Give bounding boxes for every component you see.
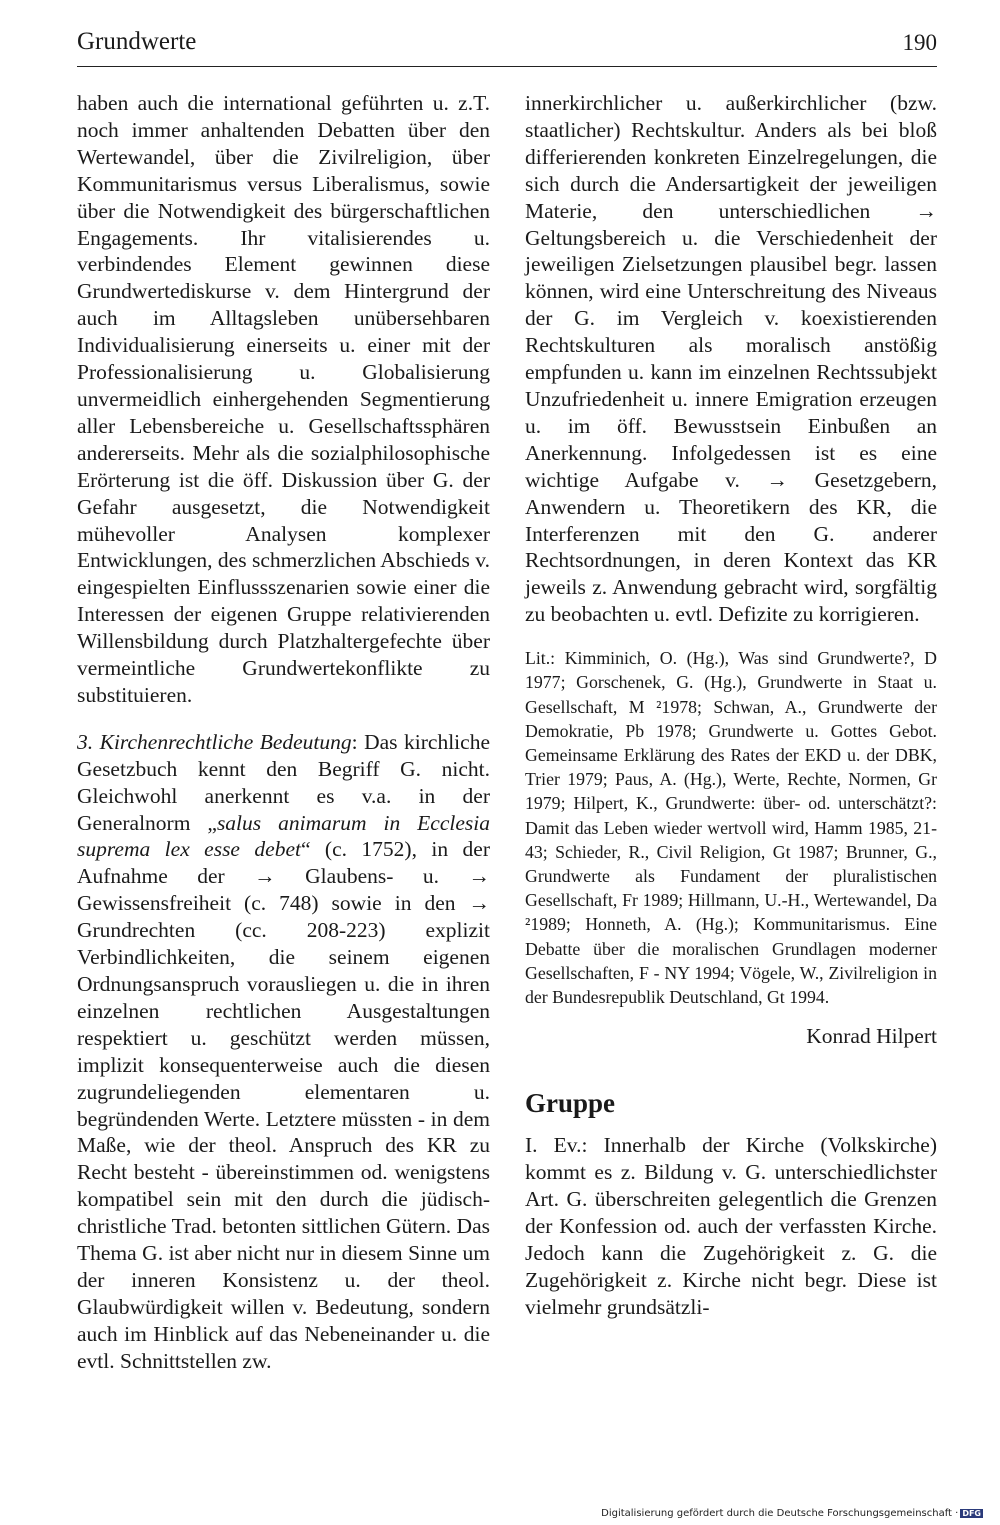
paragraph: haben auch die international geführten u. z.T. noch immer anhaltenden Debatten über den Wertewandel, über die Zivilreligion, über Kommunitarismus versus Liberalismus, sowie über die Notwendigkeit des bürgerschaftlichen Engagements. Ihr vitalisierendes u. verbindendes Element gewinnen diese Grundwertediskurse v. dem Hintergrund der auch im Alltagsleben unübersehbaren Individualisierung einerseits u. einer mit der Professionalisierung u. Globalisierung unvermeidlich einhergehenden Segmentierung aller Lebensbereiche u. Gesellschaftssphären andererseits. Mehr als die sozialphilosophische Erörterung ist die öff. Diskussion über G. der Gefahr ausgesetzt, die Notwendigkeit mühevoller Analysen komplexer Entwicklungen, des schmerzlichen Abschieds v. eingespielten Einflussszenarien sowie einer die Interessen der eigenen Gruppe relativierenden Willensbildung durch Platzhaltergefechte über vermeintliche Grundwertekonflikte zu substituieren. [77, 91, 490, 707]
page-header [77, 28, 937, 67]
section-heading: 3. Kirchenrechtliche Bedeutung [77, 729, 352, 754]
page-number: 190 [902, 30, 937, 55]
running-head: Grundwerte [77, 28, 197, 55]
digitization-footer [601, 1508, 983, 1519]
literature-list: Lit.: Kimminich, O. (Hg.), Was sind Grundwerte?, D 1977; Gorschenek, G. (Hg.), Grundwerte in Staat u. Gesellschaft, M ²1978; Schwan, A., Grundwerte der Demokratie, Pb 1978; Grundwerte u. Gottes Gebot. Gemeinsame Erklärung des Rates der EKD u. der DBK, Trier 1979; Paus, A. (Hg.), Werte, Rechte, Normen, Gr 1979; Hilpert, K., Grundwerte: über- od. unterschätzt?: Damit das Leben wieder wertvoll wird, Hamm 1985, 21-43; Schieder, R., Civil Religion, Gt 1987; Brunner, G., Grundwerte als Fundament der pluralistischen Gesellschaft, Fr 1989; Hillmann, U.-H., Wertewandel, Da ²1989; Honneth, A. (Hg.); Kommunitarismus. Eine Debatte über die moralischen Grundlagen moderner Gesellschaften, F - NY 1994; Vögele, W., Zivilreligion in der Bundesrepublik Deutschland, Gt 1994. [525, 648, 937, 1007]
paragraph-text: : Das kirchliche Gesetzbuch kennt den Begriff G. nicht. Gleichwohl anerkennt es v.a. in der Generalnorm „ [77, 729, 490, 835]
paragraph-canon-law [77, 729, 490, 1375]
left-column [77, 90, 490, 1375]
paragraph: I. Ev.: Innerhalb der Kirche (Volkskirche) kommt es z. Bildung v. G. unterschiedlichster Art. G. überschreiten gelegentlich die Grenzen der Konfession od. auch der verfassten Kirche. Jedoch kann die Zugehörigkeit z. G. die Zugehörigkeit z. Kirche nicht begr. Diese ist vielmehr grundsätzli- [525, 1133, 937, 1319]
author-signature: Konrad Hilpert [806, 1024, 937, 1049]
entry-title: Gruppe [525, 1088, 616, 1119]
paragraph-text: “ (c. 1752), in der Aufnahme der → Glaubens- u. → Gewissensfreiheit (c. 748) sowie in den → Grundrechten (cc. 208-223) explizit Verbindlichkeiten, die seinem eigenen Ordnungsanspruch vorausliegen u. die in ihren einzelnen rechtlichen Ausgestaltungen respektiert u. geschützt werden müssen, implizit konsequenterweise auch die diesen zugrundeliegenden elementaren u. begründenden Werte. Letztere müssten - in dem Maße, wie der theol. Anspruch des KR zu Recht besteht - übereinstimmen od. wenigstens kompatibel sein mit den durch die jüdisch-christliche Trad. betonten sittlichen Gütern. Das Thema G. ist aber nicht nur in diesem Sinne um der inneren Konsistenz u. der theol. Glaubwürdigkeit willen v. Bedeutung, sondern auch im Hinblick auf das Nebeneinander u. die evtl. Schnittstellen zw. [77, 837, 490, 1373]
footer-text: Digitalisierung gefördert durch die Deutsche Forschungsgemeinschaft · [601, 1508, 959, 1519]
right-column [525, 90, 937, 1320]
latin-quote: salus animarum in Ecclesia suprema lex esse debet [77, 810, 490, 862]
dfg-logo: DFG [962, 1508, 981, 1518]
paragraph: innerkirchlicher u. außerkirchlicher (bzw. staatlicher) Rechtskultur. Anders als bei bloß differierenden konkreten Einzelregelungen, die sich durch die Andersartigkeit der jeweiligen Materie, den unterschiedlichen → Geltungsbereich u. die Verschiedenheit der jeweiligen Zielsetzungen plausibel begr. lassen können, wird eine Unterschreitung des Niveaus der G. im Vergleich v. koexistierenden Rechtskulturen als moralisch anstößig empfunden u. kann im einzelnen Rechtssubjekt Unzufriedenheit u. innere Emigration erzeugen u. im öff. Bewusstsein Einbußen an Anerkennung. Infolgedessen ist es eine wichtige Aufgabe v. → Gesetzgebern, Anwendern u. Theoretikern des KR, die Interferenzen mit den G. anderer Rechtsordnungen, in deren Kontext das KR jeweils z. Anwendung gebracht wird, sorgfältig zu beobachten u. evtl. Defizite zu korrigieren. [525, 91, 937, 627]
